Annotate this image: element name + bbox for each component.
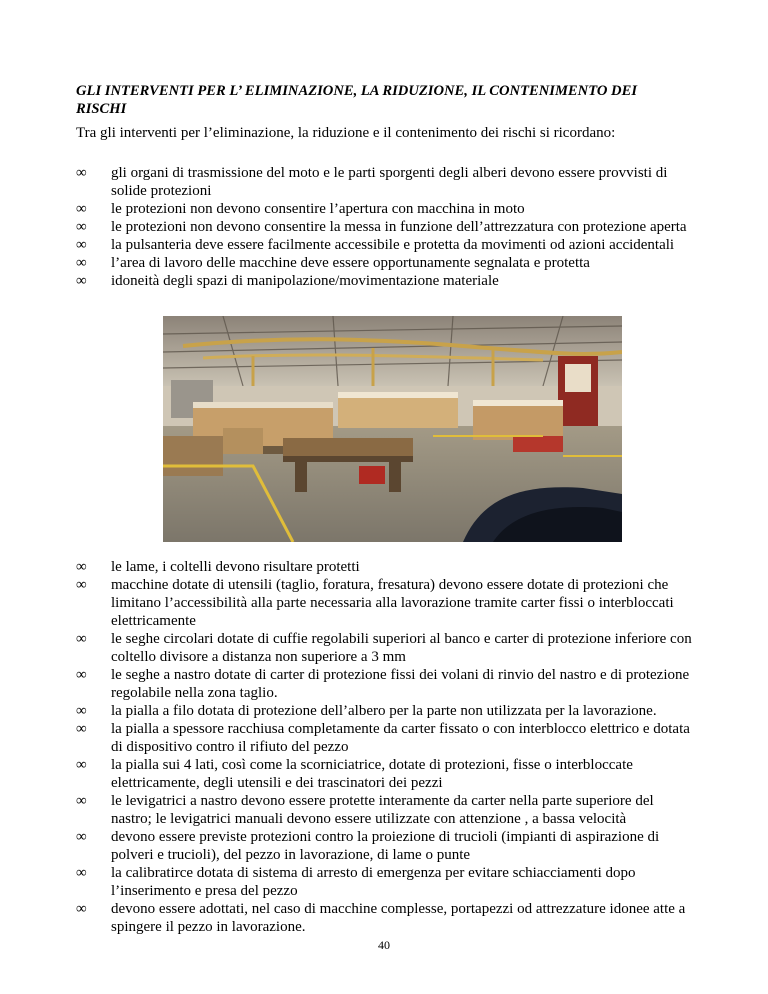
page-number: 40 <box>378 938 390 952</box>
workshop-photo <box>163 316 622 542</box>
list-item-text: devono essere previste protezioni contro la proiezione di trucioli (impianti di aspirazione di polveri e trucioli), del pezzo in lavorazione, di lame o punte <box>111 829 660 863</box>
heading-line-2: RISCHI <box>76 101 127 117</box>
bullet-icon: ∞ <box>76 703 87 719</box>
list-item <box>76 702 696 720</box>
bullet-icon: ∞ <box>76 901 87 917</box>
list-item <box>76 666 696 702</box>
risk-measures-list-2 <box>76 558 696 936</box>
list-item <box>76 720 696 756</box>
list-item <box>76 828 696 864</box>
list-item <box>76 254 696 272</box>
list-item <box>76 900 696 936</box>
list-item-text: la pialla a filo dotata di protezione dell’albero per la parte non utilizzata per la lavorazione. <box>111 703 657 719</box>
list-item-text: le protezioni non devono consentire l’apertura con macchina in moto <box>111 201 525 217</box>
bullet-icon: ∞ <box>76 829 87 845</box>
list-item <box>76 864 696 900</box>
bullet-icon: ∞ <box>76 631 87 647</box>
section-heading <box>76 82 696 118</box>
list-item-text: gli organi di trasmissione del moto e le parti sporgenti degli alberi devono essere provvisti di solide protezioni <box>111 165 668 199</box>
bullet-icon: ∞ <box>76 237 87 253</box>
risk-measures-list-1 <box>76 164 696 290</box>
list-item-text: devono essere adottati, nel caso di macchine complesse, portapezzi od attrezzature idonee atte a spingere il pezzo in lavorazione. <box>111 901 686 935</box>
list-item-text: macchine dotate di utensili (taglio, foratura, fresatura) devono essere dotate di protezioni che limitano l’accessibilità alla parte necessaria alla lavorazione tramite carter fissi o interbloccati elettricamente <box>111 577 674 629</box>
list-item <box>76 576 696 630</box>
list-item <box>76 200 696 218</box>
list-item-text: l’area di lavoro delle macchine deve essere opportunamente segnalata e protetta <box>111 255 590 271</box>
list-item <box>76 218 696 236</box>
bullet-icon: ∞ <box>76 201 87 217</box>
bullet-icon: ∞ <box>76 255 87 271</box>
list-item <box>76 792 696 828</box>
list-item <box>76 558 696 576</box>
list-item-text: la pialla a spessore racchiusa completamente da carter fissato o con interblocco elettrico e dotata di dispositivo contro il rifiuto del pezzo <box>111 721 690 755</box>
bullet-icon: ∞ <box>76 273 87 289</box>
bullet-icon: ∞ <box>76 577 87 593</box>
bullet-icon: ∞ <box>76 667 87 683</box>
list-item <box>76 164 696 200</box>
bullet-icon: ∞ <box>76 865 87 881</box>
list-item-text: le protezioni non devono consentire la messa in funzione dell’attrezzatura con protezione aperta <box>111 219 687 235</box>
list-item <box>76 630 696 666</box>
list-item <box>76 236 696 254</box>
list-item-text: la pialla sui 4 lati, così come la scorniciatrice, dotate di protezioni, fisse o interbloccate elettricamente, degli utensili e dei trascinatori dei pezzi <box>111 757 633 791</box>
heading-line-1: GLI INTERVENTI PER L’ ELIMINAZIONE, LA RIDUZIONE, IL CONTENIMENTO DEI <box>76 83 637 99</box>
list-item-text: idoneità degli spazi di manipolazione/movimentazione materiale <box>111 273 499 289</box>
list-item-text: la calibratirce dotata di sistema di arresto di emergenza per evitare schiacciamenti dopo l’inserimento e presa del pezzo <box>111 865 636 899</box>
list-item-text: le seghe a nastro dotate di carter di protezione fissi dei volani di rinvio del nastro e di protezione regolabile nella zona taglio. <box>111 667 690 701</box>
intro-paragraph: Tra gli interventi per l’eliminazione, la riduzione e il contenimento dei rischi si ricordano: <box>76 125 616 141</box>
bullet-icon: ∞ <box>76 559 87 575</box>
list-item-text: le levigatrici a nastro devono essere protette interamente da carter nella parte superiore del nastro; le levigatrici manuali devono essere utilizzate con attenzione , a bassa velocità <box>111 793 654 827</box>
list-item-text: le lame, i coltelli devono risultare protetti <box>111 559 360 575</box>
list-item <box>76 756 696 792</box>
bullet-icon: ∞ <box>76 721 87 737</box>
bullet-icon: ∞ <box>76 793 87 809</box>
list-item-text: le seghe circolari dotate di cuffie regolabili superiori al banco e carter di protezione inferiore con coltello divisore a distanza non superiore a 3 mm <box>111 631 692 665</box>
bullet-icon: ∞ <box>76 757 87 773</box>
list-item-text: la pulsanteria deve essere facilmente accessibile e protetta da movimenti od azioni accidentali <box>111 237 675 253</box>
bullet-icon: ∞ <box>76 165 87 181</box>
bullet-icon: ∞ <box>76 219 87 235</box>
list-item <box>76 272 696 290</box>
